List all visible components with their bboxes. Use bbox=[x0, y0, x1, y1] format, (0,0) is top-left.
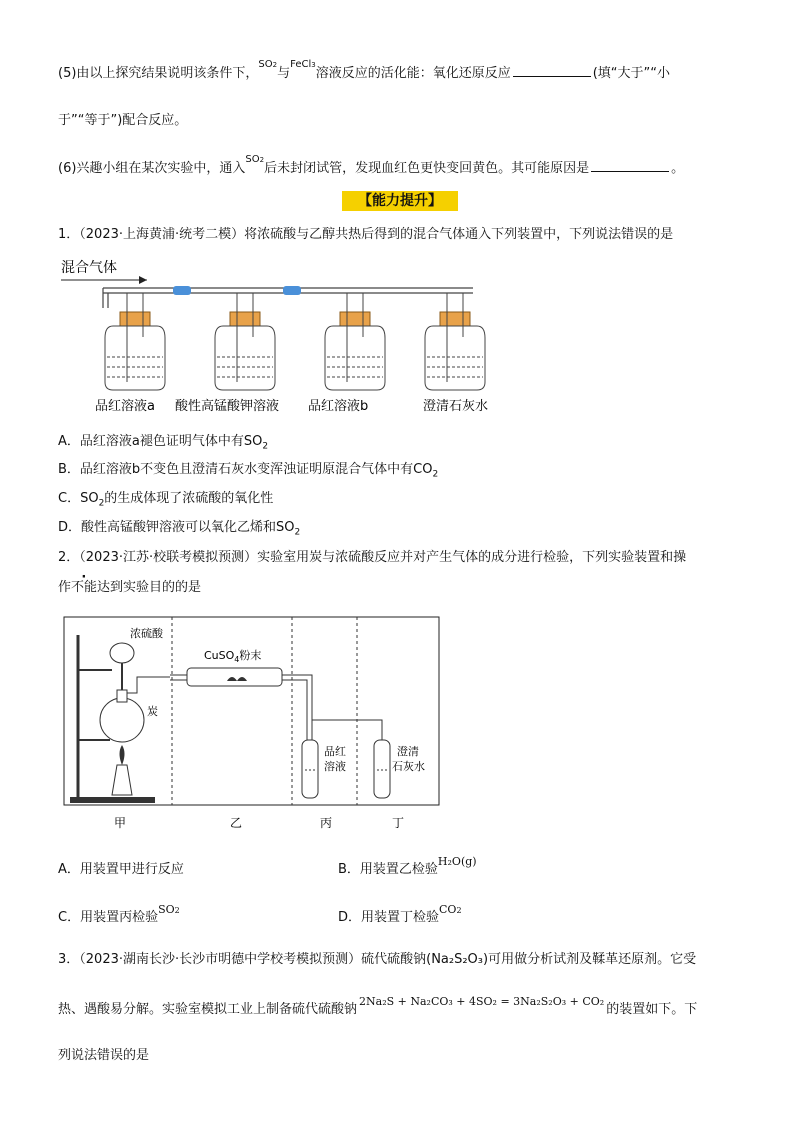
p3-stem-line3: 列说法错误的是 bbox=[58, 1048, 150, 1063]
p1-connector-2 bbox=[283, 286, 301, 295]
q6-text-c: 。 bbox=[671, 161, 685, 176]
q5-answer-blank[interactable] bbox=[513, 62, 591, 77]
p2-option-a[interactable]: A．用装置甲进行反应 bbox=[58, 862, 184, 877]
p2-section-bing: 丙 bbox=[320, 816, 333, 830]
p1-bottle-label-4: 澄清石灰水 bbox=[423, 399, 489, 414]
q5-so2: SO2 bbox=[258, 59, 278, 70]
q5-fecl3: FeCl3 bbox=[290, 59, 316, 70]
p2-figure bbox=[62, 615, 442, 835]
q5-line2: 于”“等于”)配合反应。 bbox=[58, 113, 188, 128]
q6-line bbox=[58, 154, 685, 180]
p2-section-ding: 丁 bbox=[392, 816, 405, 830]
p2-label-pinhong-2: 溶液 bbox=[324, 760, 346, 773]
p1-bottle-4 bbox=[425, 293, 485, 390]
q5-text-b: 溶液反应的活化能：氧化还原反应 bbox=[315, 66, 511, 81]
p1-bottle-3 bbox=[325, 293, 385, 390]
p2-option-c[interactable]: C．用装置丙检验$^{SO2}$ bbox=[58, 903, 180, 925]
p3-stem-line2: 热、遇酸易分解。实验室模拟工业上制备硫代硫酸钠$^{2Na_2S + Na_2CO_3 + 4SO_2 = 3Na_2S_2O_3 + CO_2}$的装置如下。下 bbox=[58, 995, 698, 1017]
section-title: 【能力提升】 bbox=[342, 191, 458, 211]
q5-text-c: (填“大于”“小 bbox=[592, 66, 671, 81]
p1-figure bbox=[55, 252, 495, 417]
p1-bottle-label-3: 品红溶液b bbox=[308, 399, 369, 414]
p2-option-b[interactable]: B．用装置乙检验$^{H_2O(g)}$ bbox=[338, 855, 477, 877]
p2-label-cuso4: CuSO$_4$粉末 bbox=[204, 649, 262, 664]
p1-option-a[interactable]: A．品红溶液a褪色证明气体中有$SO_2$ bbox=[58, 434, 269, 452]
p3-equation: 2Na₂S + Na₂CO₃ + 4SO₂ = 3Na₂S₂O₃ + CO₂ bbox=[359, 995, 605, 1008]
p3-stem-line1: 3．（2023·湖南长沙·长沙市明德中学校考模拟预测）硫代硫酸钠(Na₂S₂O₃)可用做分析试剂及鞣革还原剂。它受 bbox=[58, 952, 697, 967]
p2-label-acid: 浓硫酸 bbox=[130, 627, 163, 640]
p1-bottle-label-2: 酸性高锰酸钾溶液 bbox=[175, 399, 280, 414]
p1-bottle-2 bbox=[215, 293, 275, 390]
q6-text-b: 后未封闭试管，发现血红色更快变回黄色。其可能原因是 bbox=[264, 161, 590, 176]
p2-label-pinhong-1: 品红 bbox=[324, 745, 346, 758]
q5-line1 bbox=[58, 59, 671, 85]
q5-yu: 与 bbox=[277, 66, 291, 81]
p1-connector-1 bbox=[173, 286, 191, 295]
q5-text-a: (5)由以上探究结果说明该条件下， bbox=[58, 66, 259, 81]
p1-option-d[interactable]: D．酸性高锰酸钾溶液可以氧化乙烯和$SO_2$ bbox=[58, 520, 301, 538]
q6-so2: SO2 bbox=[245, 154, 265, 165]
p2-label-lime-2: 石灰水 bbox=[392, 760, 425, 773]
p1-stem: 1．（2023·上海黄浦·统考二模）将浓硫酸与乙醇共热后得到的混合气体通入下列装置中，下列说法错误的是 bbox=[58, 227, 674, 242]
p2-stem-line2: 作不能达到实验目的的是 bbox=[58, 580, 202, 595]
p2-section-jia: 甲 bbox=[114, 816, 127, 830]
p1-inlet-label: 混合气体 bbox=[61, 260, 117, 276]
p2-section-yi: 乙 bbox=[230, 816, 243, 830]
p1-option-b[interactable]: B．品红溶液b不变色且澄清石灰水变浑浊证明原混合气体中有$CO_2$ bbox=[58, 462, 439, 480]
q6-answer-blank[interactable] bbox=[591, 157, 669, 172]
p2-label-lime-1: 澄清 bbox=[397, 745, 419, 758]
p2-option-d[interactable]: D．用装置丁检验$^{CO2}$ bbox=[338, 903, 462, 925]
p1-bottle-label-1: 品红溶液a bbox=[95, 399, 155, 414]
p1-option-c[interactable]: C．$SO_2$的生成体现了浓硫酸的氧化性 bbox=[58, 491, 274, 509]
p2-emphasis: 不能 bbox=[71, 580, 98, 595]
p2-stem-line1: 2．（2023·江苏·校联考模拟预测）实验室用炭与浓硫酸反应并对产生气体的成分进行检验，下列实验装置和操 bbox=[58, 550, 687, 565]
q6-text-a: (6)兴趣小组在某次实验中，通入 bbox=[58, 161, 246, 176]
p2-label-carbon: 炭 bbox=[147, 705, 158, 718]
p1-bottle-1 bbox=[105, 293, 165, 390]
